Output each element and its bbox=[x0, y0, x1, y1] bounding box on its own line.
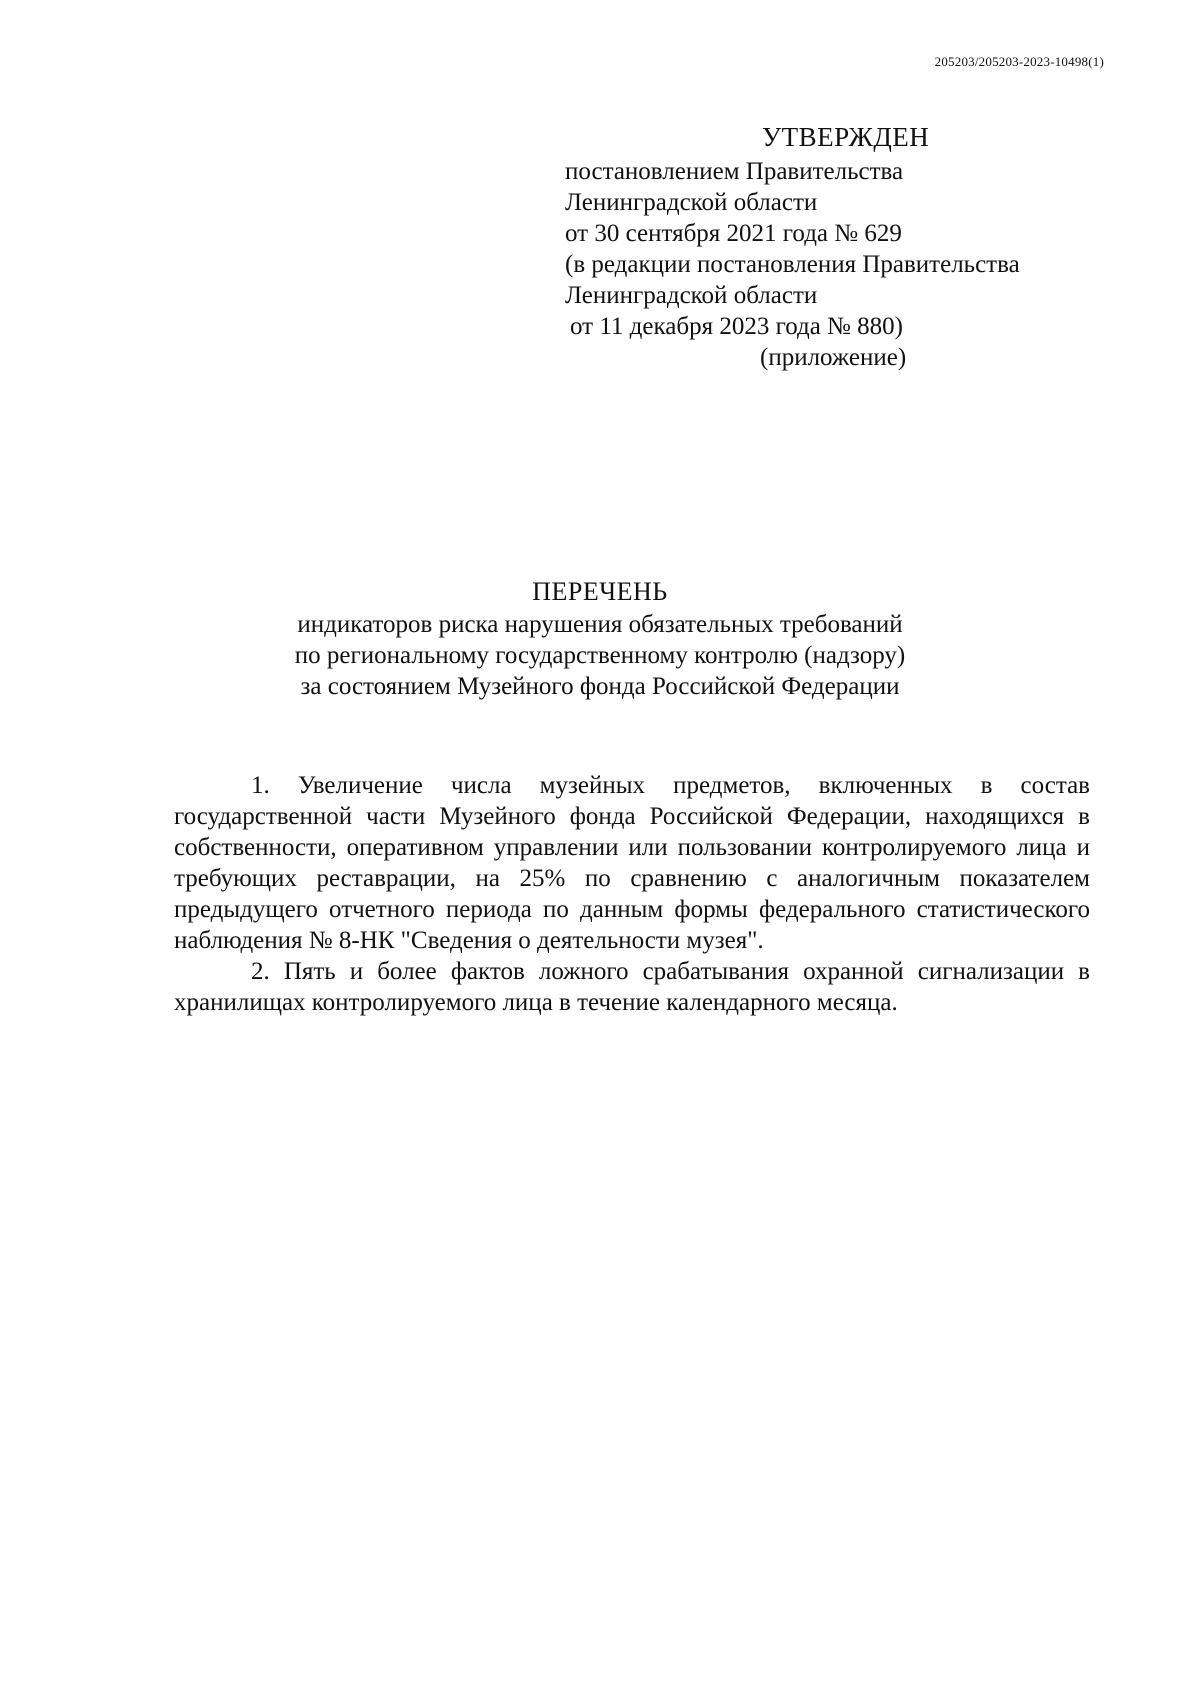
approval-line-5: Ленинградской области bbox=[565, 282, 818, 309]
list-item-1: 1. Увеличение числа музейных предметов, включенных в состав государственной части Музейного фонда Российской Федерации, находящихся в собственности, оперативном управлении или пользовании контролируемого лица и требующих реставрации, на 25% по сравнению с аналогичным показателем предыдущего отчетного периода по данным формы федерального статистического наблюдения № 8-НК "Сведения о деятельности музея". bbox=[174, 772, 1090, 954]
document-subtitle-line-3: за состоянием Музейного фонда Российской Федерации bbox=[300, 673, 900, 700]
document-body bbox=[174, 770, 1090, 1018]
document-subtitle-line-2: по региональному государственному контролю (надзору) bbox=[294, 642, 906, 669]
document-title-block bbox=[0, 575, 1200, 702]
approval-line-2: Ленинградской области bbox=[565, 189, 818, 216]
approval-line-1: постановлением Правительства bbox=[565, 158, 904, 185]
document-subtitle-line-1: индикаторов риска нарушения обязательных требований bbox=[297, 611, 903, 638]
approval-title: УТВЕРЖДЕН bbox=[762, 122, 930, 152]
document-id: 205203/205203-2023-10498(1) bbox=[934, 54, 1104, 69]
approval-line-4: (в редакции постановления Правительства bbox=[565, 251, 1020, 278]
approval-line-appendix: (приложение) bbox=[760, 344, 907, 371]
approval-line-6: от 11 декабря 2023 года № 880) bbox=[570, 313, 903, 340]
approval-stamp bbox=[565, 118, 1085, 373]
document-title: ПЕРЕЧЕНЬ bbox=[532, 577, 668, 606]
approval-line-3: от 30 сентября 2021 года № 629 bbox=[565, 220, 902, 247]
list-item-2: 2. Пять и более фактов ложного срабатывания охранной сигнализации в хранилищах контролируемого лица в течение календарного месяца. bbox=[174, 958, 1090, 1016]
